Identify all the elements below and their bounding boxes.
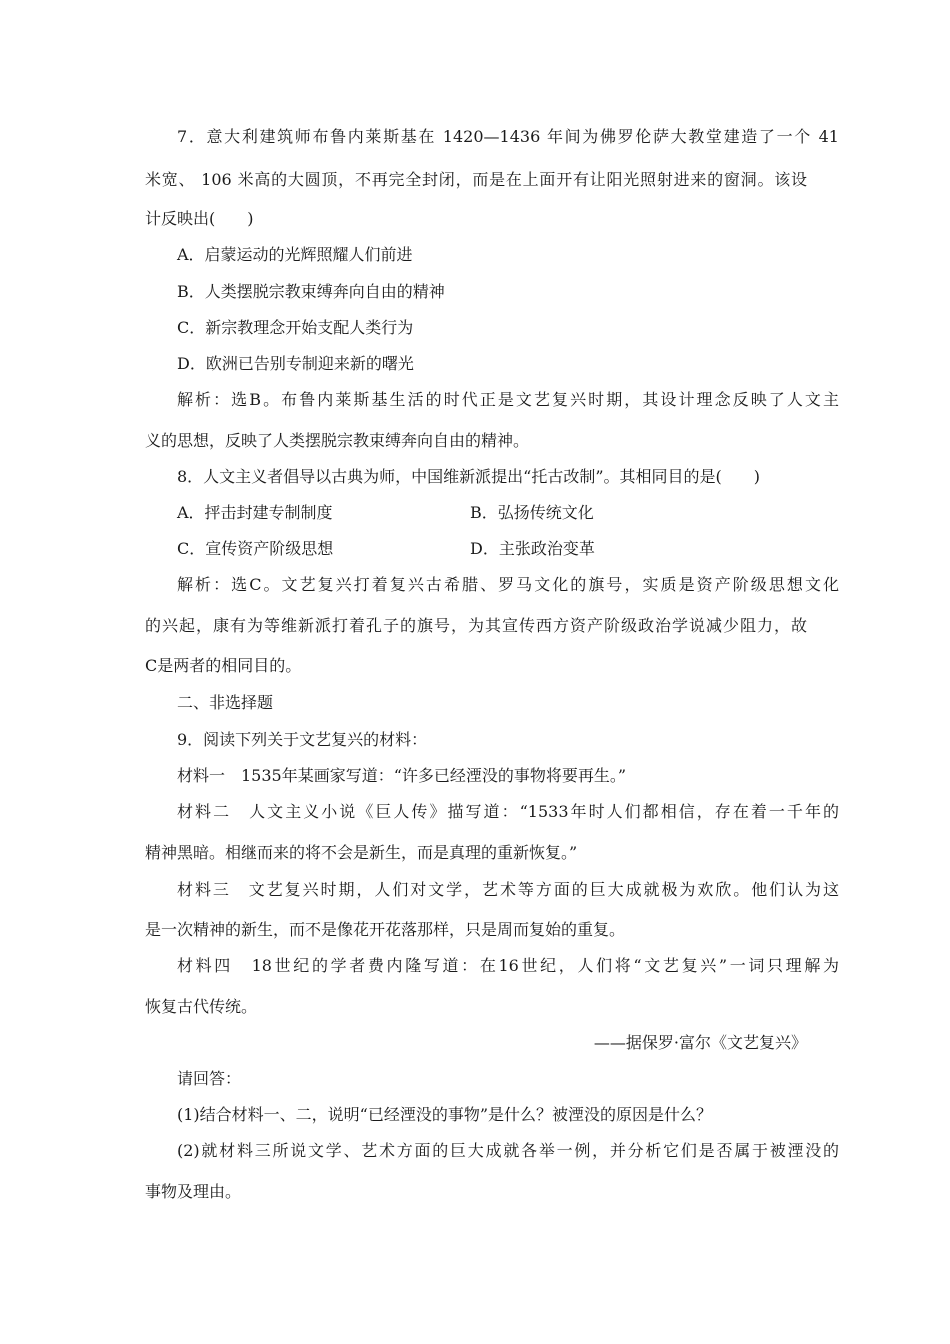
q9-subquestion-2-line-1: (2)就材料三所说文学、艺术方面的巨大成就各举一例，并分析它们是否属于被湮没的 — [177, 1141, 839, 1160]
q8-option-c: C．宣传资产阶级思想 — [177, 539, 334, 558]
q7-option-c: C．新宗教理念开始支配人类行为 — [177, 318, 414, 337]
q7-stem-line-2: 米宽、 106 米高的大圆顶，不再完全封闭，而是在上面开有让阳光照射进来的窗洞。该设 — [145, 170, 807, 189]
q8-stem: 8．人文主义者倡导以古典为师，中国维新派提出“托古改制”。其相同目的是( ) — [177, 467, 761, 486]
q9-subquestion-2-line-2: 事物及理由。 — [145, 1182, 242, 1201]
q7-option-b: B．人类摆脱宗教束缚奔向自由的精神 — [177, 282, 445, 301]
q8-option-d: D．主张政治变革 — [470, 539, 595, 558]
q9-prompt: 请回答： — [177, 1069, 242, 1088]
q7-analysis-line-1: 解析：选B。布鲁内莱斯基生活的时代正是文艺复兴时期，其设计理念反映了人文主 — [177, 390, 839, 409]
q8-analysis-line-1: 解析：选C。文艺复兴打着复兴古希腊、罗马文化的旗号，实质是资产阶级思想文化 — [177, 575, 839, 594]
q9-material-1: 材料一 1535年某画家写道：“许多已经湮没的事物将要再生。” — [177, 766, 627, 785]
q9-material-4-line-2: 恢复古代传统。 — [145, 997, 258, 1016]
q7-option-a: A．启蒙运动的光辉照耀人们前进 — [177, 245, 413, 264]
q7-analysis-line-2: 义的思想，反映了人类摆脱宗教束缚奔向自由的精神。 — [145, 431, 530, 450]
q9-material-2-line-1: 材料二 人文主义小说《巨人传》描写道：“1533年时人们都相信，存在着一千年的 — [177, 802, 839, 821]
q7-stem-line-3: 计反映出( ) — [145, 209, 254, 228]
q8-analysis-line-2: 的兴起，康有为等维新派打着孔子的旗号，为其宣传西方资产阶级政治学说减少阻力，故 — [145, 616, 807, 635]
q9-material-2-line-2: 精神黑暗。相继而来的将不会是新生，而是真理的重新恢复。” — [145, 843, 578, 862]
q8-analysis-line-3: C是两者的相同目的。 — [145, 656, 302, 675]
section-heading: 二、非选择题 — [177, 693, 274, 712]
q9-stem: 9．阅读下列关于文艺复兴的材料： — [177, 730, 428, 749]
q8-option-b: B．弘扬传统文化 — [470, 503, 594, 522]
q7-stem-line-1: 7．意大利建筑师布鲁内莱斯基在 1420—1436 年间为佛罗伦萨大教堂建造了一个 41 — [177, 127, 839, 146]
q9-source-citation: ——据保罗·富尔《文艺复兴》 — [593, 1033, 807, 1052]
q8-options-row-2 — [177, 539, 839, 559]
q8-option-a: A．抨击封建专制制度 — [177, 503, 333, 522]
q9-material-3-line-1: 材料三 文艺复兴时期，人们对文学，艺术等方面的巨大成就极为欢欣。他们认为这 — [177, 880, 839, 899]
q7-option-d: D．欧洲已告别专制迎来新的曙光 — [177, 354, 414, 373]
q8-options-row-1 — [177, 503, 839, 523]
q9-material-3-line-2: 是一次精神的新生，而不是像花开花落那样，只是周而复始的重复。 — [145, 920, 626, 939]
q9-material-4-line-1: 材料四 18世纪的学者费内隆写道：在16世纪，人们将“文艺复兴”一词只理解为 — [177, 956, 839, 975]
q9-subquestion-1: (1)结合材料一、二，说明“已经湮没的事物”是什么？被湮没的原因是什么？ — [177, 1105, 713, 1124]
